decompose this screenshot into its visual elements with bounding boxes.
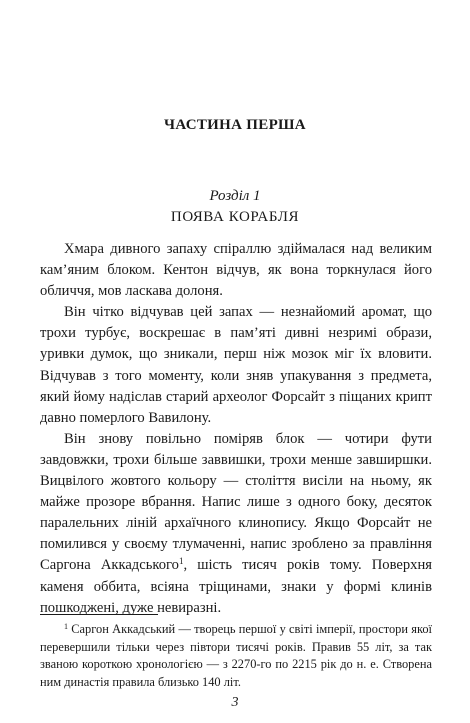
chapter-title: ПОЯВА КОРАБЛЯ [170, 209, 300, 225]
part-title: ЧАСТИНА ПЕРША [164, 117, 306, 133]
paragraph-1: Хмара дивного запаху спіраллю здіймалася над великим кам’яним блоком. Кентон відчув, як вона торкнулася його обличчя, мов ласкава долоня. [40, 241, 432, 300]
paragraph-3-part-2: , шість тисяч років тому. Поверхня каменя оббита, всіяна тріщинами, знаки у формі клинів пошкоджені, дуже невиразні. [40, 557, 432, 616]
paragraph-3-part-1: Він знову повільно поміряв блок — чотири фути завдовжки, трохи більше заввишки, трохи менше завширшки. Вицвілого жовтого кольору — століття висіли на ньому, як майже прозоре вбрання. Напис лише з одного боку, десяток паралельних ліній архаїчного клинопису. Якщо Форсайт не помилився у своєму тлумаченні, напис зроблено за правління Саргона Аккадського [40, 430, 432, 574]
footnote-reference[interactable]: 1 [178, 556, 184, 567]
paragraph-2: Він чітко відчував цей запах — незнайомий аромат, що трохи турбує, воскрешає в пам’яті дивні незримі образи, уривки думок, що зникали, перш ніж мозок міг їх вловити. Відчував з того моменту, коли зняв упакування з предмета, який йому надіслав старий археолог Форсайт з піщаних крипт давно померлого Вавилону. [40, 304, 432, 426]
paragraph-3 [40, 429, 432, 619]
footnote [40, 621, 432, 691]
body-text [40, 239, 432, 619]
chapter-number: Розділ 1 [209, 188, 261, 204]
page-number: 3 [231, 695, 239, 710]
footnote-text: Саргон Аккадський — творець першої у світі імперії, простори якої перевершили тільки через півтори тисячі років. Правив 55 літ, за так званою короткою хронологією — з 2270-го по 2215 рік до н. е. Створена ним династія правила близько 140 літ. [40, 622, 432, 689]
footnote-divider [40, 614, 158, 615]
footnote-marker: 1 [64, 622, 68, 631]
